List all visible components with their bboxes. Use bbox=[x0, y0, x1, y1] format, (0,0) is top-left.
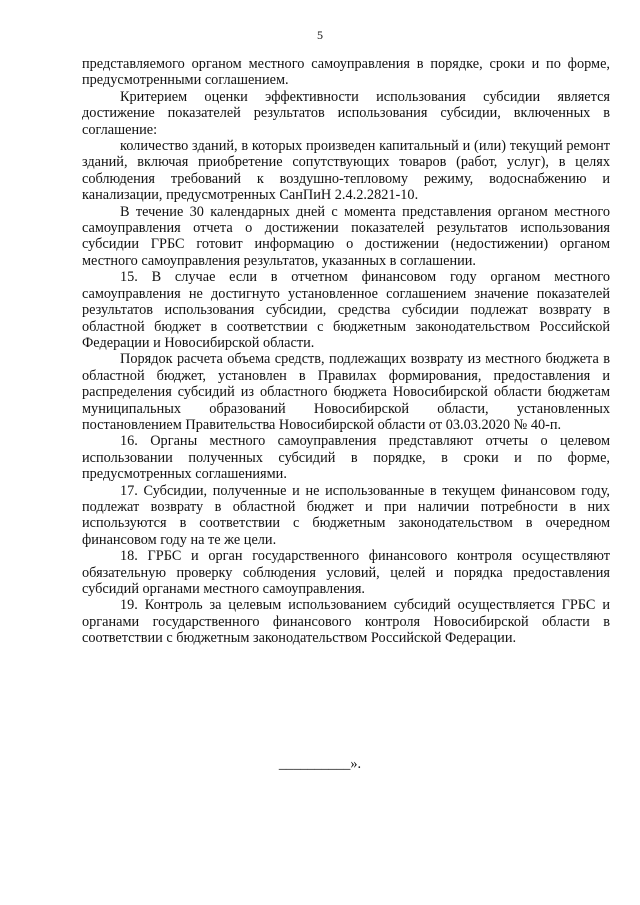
paragraph-19: 19. Контроль за целевым использованием субсидий осуществляется ГРБС и органами государственного финансового контроля Новосибирской области в соответствии с бюджетным законодательством Российской Федерации. bbox=[82, 597, 610, 647]
paragraph-15: 15. В случае если в отчетном финансовом году органом местного самоуправления не достигнуто установленное соглашением значение показателей результатов использования субсидии, средства субсидии подлежат возврату в областной бюджет в соответствии с бюджетным законодательством Российской Федерации и Новосибирской области. bbox=[82, 269, 610, 351]
paragraph-indicator: количество зданий, в которых произведен капитальный и (или) текущий ремонт зданий, включая приобретение сопутствующих товаров (работ, услуг), в целях соблюдения требований к воздушно-тепловому режиму, водоснабжению и канализации, предусмотренных СанПиН 2.4.2.2821-10. bbox=[82, 138, 610, 204]
paragraph-16: 16. Органы местного самоуправления представляют отчеты о целевом использовании полученных субсидий в порядке, в сроки и по форме, предусмотренных соглашениями. bbox=[82, 433, 610, 483]
paragraph-reporting-period: В течение 30 календарных дней с момента представления органом местного самоуправления отчета о достижении показателей результатов использования субсидии ГРБС готовит информацию о достижении (недостижении) органом местного самоуправления результатов, указанных в соглашении. bbox=[82, 203, 610, 269]
closing-line: __________». bbox=[278, 756, 362, 772]
paragraph-17: 17. Субсидии, полученные и не использованные в текущем финансовом году, подлежат возврату в областной бюджет и при наличии потребности в них используются в соответствии с бюджетным законодательством в очередном финансовом году на те же цели. bbox=[82, 482, 610, 548]
paragraph-return-procedure: Порядок расчета объема средств, подлежащих возврату из местного бюджета в областной бюджет, установлен в Правилах формирования, предоставления и распределения субсидий из областного бюджета Новосибирской области бюджетам муниципальных образований Новосибирской области, установленных постановлением Правительства Новосибирской области от 03.03.2020 № 40-п. bbox=[82, 351, 610, 433]
document-body bbox=[82, 56, 610, 647]
paragraph-18: 18. ГРБС и орган государственного финансового контроля осуществляют обязательную проверку соблюдения условий, целей и порядка предоставления субсидий органами местного самоуправления. bbox=[82, 548, 610, 597]
page-number: 5 bbox=[317, 28, 323, 42]
paragraph-criterion: Критерием оценки эффективности использования субсидии является достижение показателей результатов использования субсидии, включенных в соглашение: bbox=[82, 88, 610, 138]
paragraph-continuation: представляемого органом местного самоуправления в порядке, сроки и по форме, предусмотренными соглашением. bbox=[82, 56, 610, 89]
